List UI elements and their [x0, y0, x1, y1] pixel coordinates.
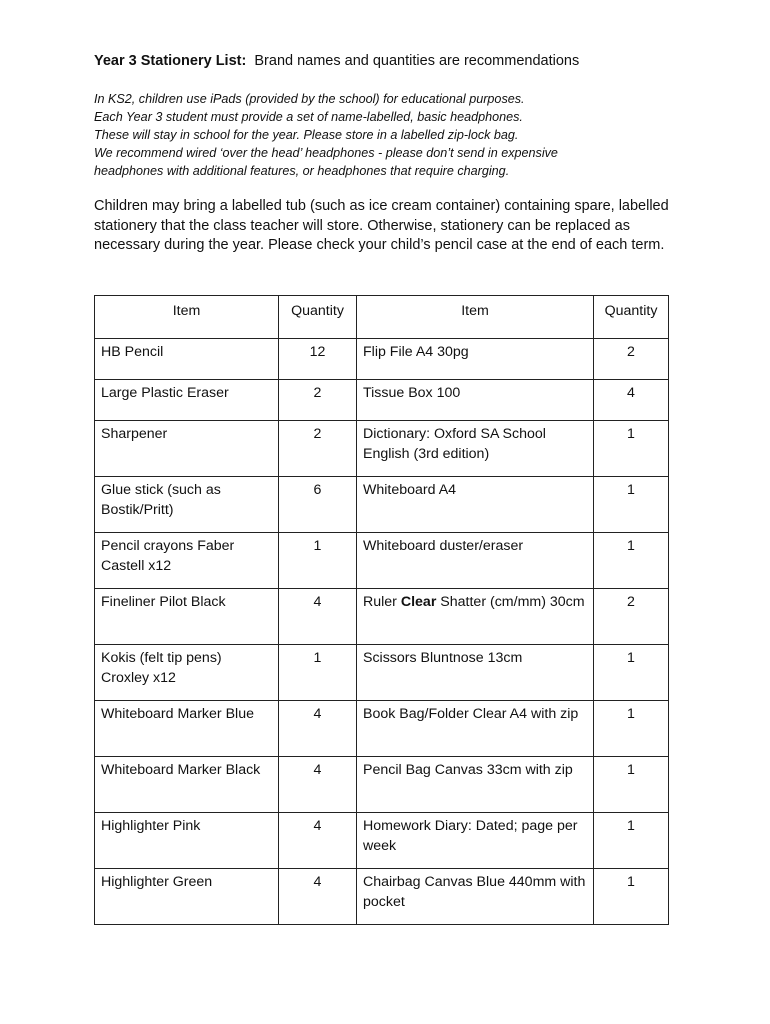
- item-cell: Pencil Bag Canvas 33cm with zip: [357, 757, 594, 813]
- item-text: Ruler: [363, 594, 401, 610]
- table-row: [95, 869, 669, 925]
- item-cell: HB Pencil: [95, 339, 279, 380]
- quantity-cell: 4: [594, 380, 669, 421]
- item-cell: Whiteboard A4: [357, 477, 594, 533]
- page-heading: [94, 51, 734, 71]
- header-quantity: Quantity: [279, 296, 357, 339]
- header-item: Item: [357, 296, 594, 339]
- quantity-cell: 12: [279, 339, 357, 380]
- quantity-cell: 1: [279, 645, 357, 701]
- quantity-cell: 1: [594, 701, 669, 757]
- item-cell: Fineliner Pilot Black: [95, 589, 279, 645]
- header-item: Item: [95, 296, 279, 339]
- quantity-cell: 1: [594, 757, 669, 813]
- quantity-cell: 4: [279, 589, 357, 645]
- quantity-cell: 2: [279, 421, 357, 477]
- item-cell: Whiteboard Marker Black: [95, 757, 279, 813]
- quantity-cell: 1: [594, 869, 669, 925]
- item-cell: Glue stick (such as Bostik/Pritt): [95, 477, 279, 533]
- table-row: [95, 645, 669, 701]
- quantity-cell: 1: [594, 477, 669, 533]
- item-cell: Chairbag Canvas Blue 440mm with pocket: [357, 869, 594, 925]
- table-row: [95, 421, 669, 477]
- item-cell: Whiteboard Marker Blue: [95, 701, 279, 757]
- table-header-row: [95, 296, 669, 339]
- item-cell: Scissors Bluntnose 13cm: [357, 645, 594, 701]
- item-cell: Whiteboard duster/eraser: [357, 533, 594, 589]
- notice-line: Each Year 3 student must provide a set of name-labelled, basic headphones.: [94, 110, 523, 124]
- table-row: [95, 339, 669, 380]
- quantity-cell: 6: [279, 477, 357, 533]
- table-row: [95, 757, 669, 813]
- item-cell: Flip File A4 30pg: [357, 339, 594, 380]
- headphones-notice: [94, 90, 714, 180]
- header-quantity: Quantity: [594, 296, 669, 339]
- quantity-cell: 2: [279, 380, 357, 421]
- item-cell: [357, 589, 594, 645]
- item-cell: Highlighter Pink: [95, 813, 279, 869]
- quantity-cell: 1: [594, 421, 669, 477]
- item-cell: Tissue Box 100: [357, 380, 594, 421]
- quantity-cell: 1: [594, 645, 669, 701]
- stationery-table: [94, 295, 669, 925]
- quantity-cell: 4: [279, 869, 357, 925]
- notice-line: These will stay in school for the year. Please store in a labelled zip-lock bag.: [94, 128, 519, 142]
- item-cell: Book Bag/Folder Clear A4 with zip: [357, 701, 594, 757]
- quantity-cell: 4: [279, 757, 357, 813]
- item-text: Shatter (cm/mm) 30cm: [436, 594, 585, 610]
- item-cell: Highlighter Green: [95, 869, 279, 925]
- item-cell: Pencil crayons Faber Castell x12: [95, 533, 279, 589]
- notice-line: In KS2, children use iPads (provided by the school) for educational purposes.: [94, 92, 525, 106]
- heading-title: Year 3 Stationery List:: [94, 53, 247, 69]
- table-row: [95, 813, 669, 869]
- table-row: [95, 380, 669, 421]
- quantity-cell: 1: [594, 533, 669, 589]
- spare-stationery-paragraph: Children may bring a labelled tub (such as ice cream container) containing spare, labelled stationery that the class teacher will store. Otherwise, stationery can be replaced as necessary during the year. Please check your child’s pencil case at the end of each term.: [94, 198, 669, 253]
- notice-line: headphones with additional features, or headphones that require charging.: [94, 164, 510, 178]
- quantity-cell: 1: [594, 813, 669, 869]
- table-row: [95, 589, 669, 645]
- quantity-cell: 2: [594, 589, 669, 645]
- heading-subtitle: Brand names and quantities are recommendations: [254, 53, 580, 69]
- item-cell: Kokis (felt tip pens) Croxley x12: [95, 645, 279, 701]
- quantity-cell: 2: [594, 339, 669, 380]
- table-row: [95, 701, 669, 757]
- table-row: [95, 477, 669, 533]
- table-row: [95, 533, 669, 589]
- item-cell: Sharpener: [95, 421, 279, 477]
- notice-line: We recommend wired ‘over the head’ headphones - please don’t send in expensive: [94, 146, 558, 160]
- quantity-cell: 4: [279, 813, 357, 869]
- item-cell: Homework Diary: Dated; page per week: [357, 813, 594, 869]
- quantity-cell: 4: [279, 701, 357, 757]
- item-emphasis: Clear: [400, 594, 437, 610]
- item-cell: Large Plastic Eraser: [95, 380, 279, 421]
- quantity-cell: 1: [279, 533, 357, 589]
- item-cell: Dictionary: Oxford SA School English (3rd edition): [357, 421, 594, 477]
